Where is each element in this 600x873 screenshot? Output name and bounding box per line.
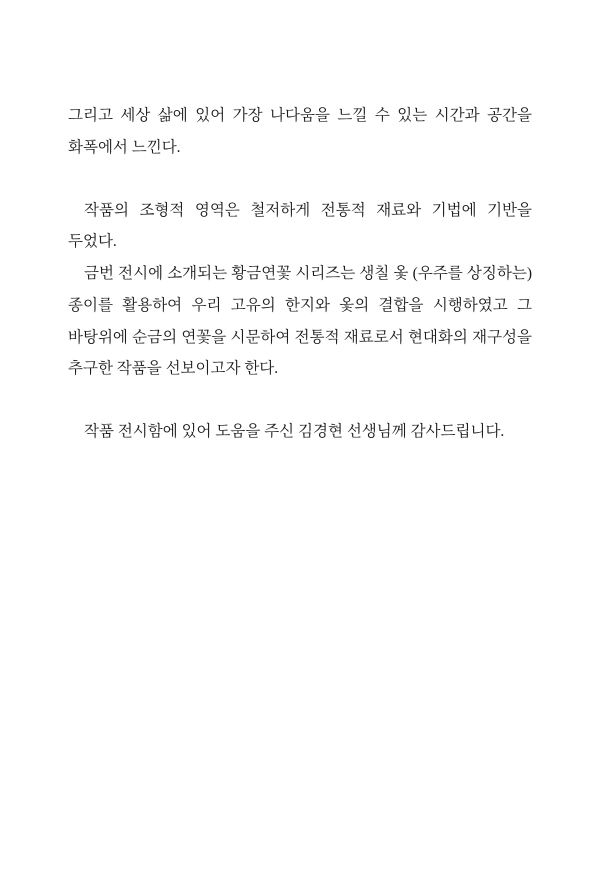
paragraph-3: 금번 전시에 소개되는 황금연꽃 시리즈는 생칠 옻 (우주를 상징하는) 종이를 활용하여 우리 고유의 한지와 옻의 결합을 시행하였고 그 바탕위에 순금의 연꽃을 시문하여 전통적 재료로서 현대화의 재구성을 추구한 작품을 선보이고자 한다. (68, 265, 532, 378)
paragraph-spacer (68, 164, 532, 195)
document-body (68, 100, 532, 448)
paragraph-4: 작품 전시함에 있어 도움을 주신 김경현 선생님께 감사드립니다. (84, 423, 505, 441)
paragraph-2: 작품의 조형적 영역은 철저하게 전통적 재료와 기법에 기반을 두었다. (68, 201, 532, 251)
paragraph-1: 그리고 세상 삶에 있어 가장 나다움을 느낄 수 있는 시간과 공간을 화폭에서 느낀다. (68, 107, 532, 156)
paragraph-spacer (68, 385, 532, 416)
